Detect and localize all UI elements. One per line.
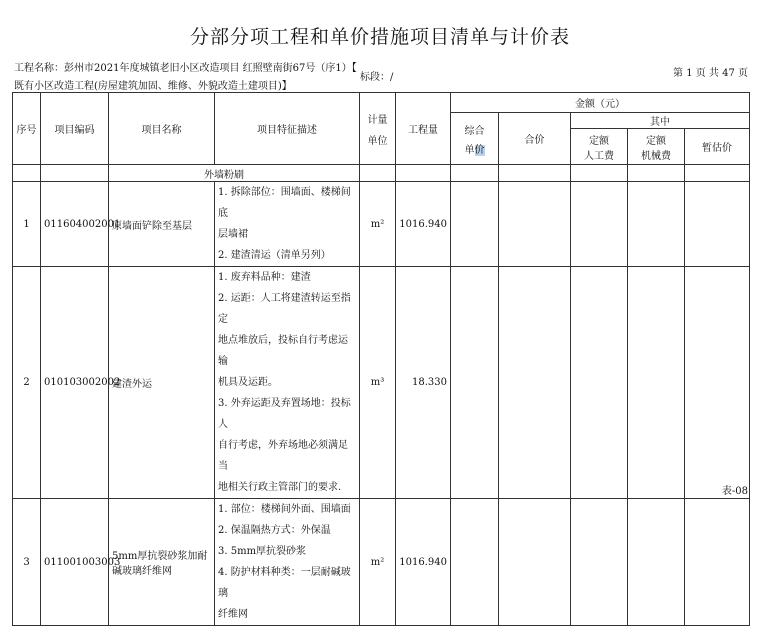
table-row <box>13 499 750 626</box>
feature-line: 纤维网 <box>218 609 248 620</box>
header-unit <box>360 93 396 165</box>
page-info: 第 1 页 共 47 页 <box>673 68 748 79</box>
row-features <box>215 267 360 499</box>
row-qty: 18.330 <box>396 267 451 499</box>
project-name-line2: 既有小区改造工程(房屋建筑加固、维修、外貌改造土建项目)】 <box>14 81 292 92</box>
feature-line: 地相关行政主管部门的要求. <box>218 482 342 493</box>
project-name-line1: 工程名称：彭州市2021年度城镇老旧小区改造项目 红照壁南街67号（序1）【 <box>14 63 357 74</box>
feature-line: 1. 拆除部位：围墙面、楼梯间底 <box>218 187 351 219</box>
section-label: 标段：/ <box>360 72 394 83</box>
feature-line: 2. 建渣清运（清单另列） <box>218 250 331 261</box>
header-machine-line1: 定额 <box>646 135 666 147</box>
header-unit-price-char1: 单 <box>464 144 475 156</box>
row-code: 011001003003 <box>41 499 109 626</box>
header-qty: 工程量 <box>396 93 451 165</box>
header-unit-line1: 计量 <box>367 114 388 126</box>
header-provisional: 暂估价 <box>685 129 750 165</box>
header-unit-line2: 单位 <box>367 135 388 147</box>
header-amount: 金额（元） <box>451 93 750 113</box>
row-name: 原墙面铲除至基层 <box>109 182 215 267</box>
page-title: 分部分项工程和单价措施项目清单与计价表 <box>189 26 570 48</box>
row-seq: 3 <box>13 499 41 626</box>
pricing-table <box>12 92 750 626</box>
row-features <box>215 499 360 626</box>
table-row <box>13 267 750 499</box>
header-unit-price <box>451 113 499 165</box>
feature-line: 地点堆放后，投标自行考虑运输 <box>218 335 348 367</box>
row-features <box>215 182 360 267</box>
header-code: 项目编码 <box>41 93 109 165</box>
header-name: 项目名称 <box>109 93 215 165</box>
group-row <box>13 165 750 182</box>
feature-line: 层墙裙 <box>218 229 248 240</box>
row-unit: m³ <box>360 267 396 499</box>
header-features: 项目特征描述 <box>215 93 360 165</box>
header-unit-price-line2 <box>454 141 495 156</box>
feature-line: 1. 废弃料品种：建渣 <box>218 272 311 283</box>
feature-line: 1. 部位：楼梯间外面、围墙面 <box>218 504 351 515</box>
header-machine-line2: 机械费 <box>641 150 671 162</box>
row-seq: 2 <box>13 267 41 499</box>
feature-line: 机具及运距。 <box>218 377 278 388</box>
header-machine <box>628 129 685 165</box>
row-seq: 1 <box>13 182 41 267</box>
feature-line: 2. 运距：人工将建渣转运至指定 <box>218 293 351 325</box>
feature-line: 3. 外弃运距及弃置场地：投标人 <box>218 398 351 430</box>
row-name: 建渣外运 <box>109 267 215 499</box>
feature-line: 4. 防护材料种类：一层耐碱玻璃 <box>218 567 351 599</box>
row-code: 010103002002 <box>41 267 109 499</box>
table-footer-code: 表-08 <box>721 486 748 497</box>
group-label: 外墙粉刷 <box>109 165 360 182</box>
table-row <box>13 182 750 267</box>
row-code: 011604002001 <box>41 182 109 267</box>
feature-line: 2. 保温隔热方式：外保温 <box>218 525 331 536</box>
header-seq: 序号 <box>13 93 41 165</box>
feature-line: 自行考虑，外弃场地必须满足当 <box>218 440 348 472</box>
row-qty: 1016.940 <box>396 182 451 267</box>
row-name: 5mm厚抗裂砂浆加耐碱玻璃纤维网 <box>109 499 215 626</box>
row-qty: 1016.940 <box>396 499 451 626</box>
header-among: 其中 <box>571 113 750 129</box>
header-labor-line2: 人工费 <box>584 150 614 162</box>
project-name <box>14 60 359 96</box>
feature-line: 3. 5mm厚抗裂砂浆 <box>218 546 307 557</box>
highlighted-char: 价 <box>474 144 485 156</box>
row-unit: m² <box>360 182 396 267</box>
header-unit-price-line1: 综合 <box>464 125 485 137</box>
header-labor <box>571 129 628 165</box>
header-total: 合价 <box>499 113 571 165</box>
header-labor-line1: 定额 <box>589 135 609 147</box>
row-unit: m² <box>360 499 396 626</box>
